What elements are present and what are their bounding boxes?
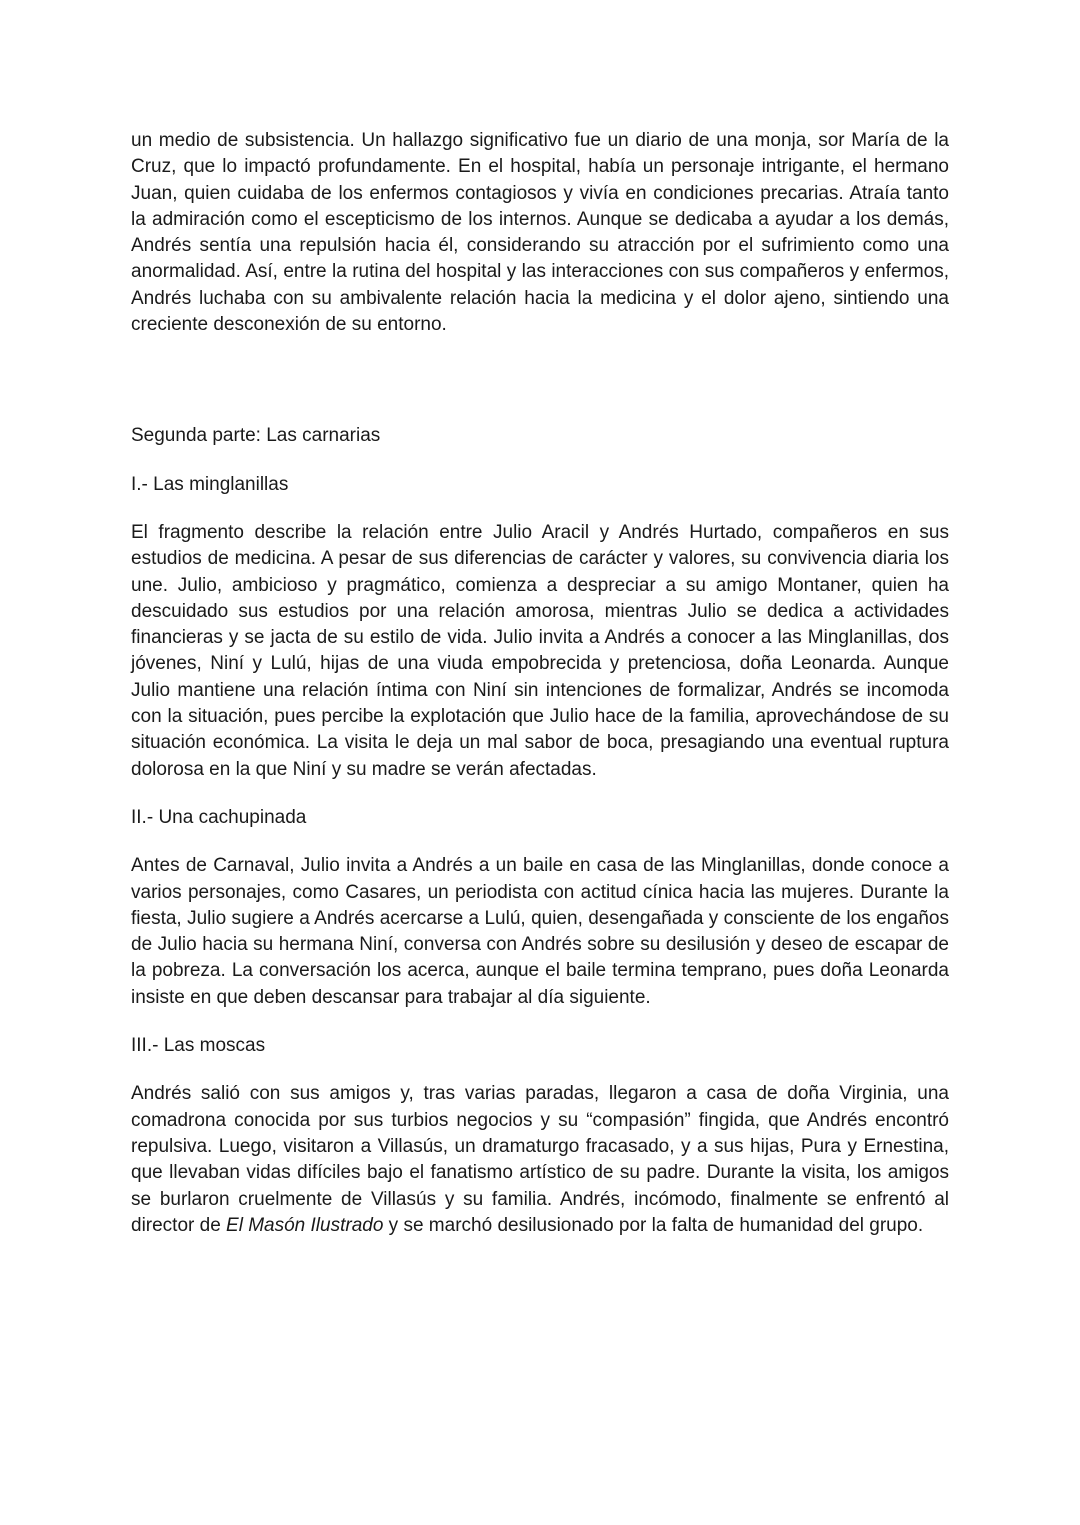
chapter-text-3 [131, 1081, 949, 1239]
intro-paragraph: un medio de subsistencia. Un hallazgo significativo fue un diario de una monja, sor María de la Cruz, que lo impactó profundamente. En el hospital, había un personaje intrigante, el hermano Juan, quien cuidaba de los enfermos contagiosos y vivía en condiciones precarias. Atraía tanto la admiración como el escepticismo de los internos. Aunque se dedicaba a ayudar a los demás, Andrés sentía una repulsión hacia él, considerando su atracción por el sufrimiento como una anormalidad. Así, entre la rutina del hospital y las interacciones con sus compañeros y enfermos, Andrés luchaba con su ambivalente relación hacia la medicina y el dolor ajeno, sintiendo una creciente desconexión de su entorno. [131, 130, 949, 336]
chapter-title-3: III.- Las moscas [131, 1035, 266, 1057]
chapter-text-1: El fragmento describe la relación entre Julio Aracil y Andrés Hurtado, compañeros en sus estudios de medicina. A pesar de sus diferencias de carácter y valores, su convivencia diaria los une. Julio, ambicioso y pragmático, comienza a despreciar a su amigo Montaner, quien ha descuidado sus estudios por una relación amorosa, mientras Julio se dedica a actividades financieras y se jacta de su estilo de vida. Julio invita a Andrés a conocer a las Minglanillas, dos jóvenes, Niní y Lulú, hijas de una viuda empobrecida y pretenciosa, doña Leonarda. Aunque Julio mantiene una relación íntima con Niní sin intenciones de formalizar, Andrés se incomoda con la situación, pues percibe la explotación que Julio hace de la familia, aprovechándose de su situación económica. La visita le deja un mal sabor de boca, presagiando una eventual ruptura dolorosa en la que Niní y su madre se verán afectadas. [131, 521, 949, 780]
spacer [131, 338, 949, 393]
chapter-title-2: II.- Una cachupinada [131, 806, 307, 828]
chapter-title-1: I.- Las minglanillas [131, 473, 289, 495]
document-page [131, 128, 949, 1239]
part-title: Segunda parte: Las carnarias [131, 425, 381, 447]
chapter-text-3-part-a: Andrés salió con sus amigos y, tras varias paradas, llegaron a casa de doña Virginia, una comadrona conocida por sus turbios negocios y su “compasión” fingida, que Andrés encontró repulsiva. Luego, visitaron a Villasús, un dramaturgo fracasado, y a sus hijas, Pura y Ernestina, que llevaban vidas difíciles bajo el fanatismo artístico de su padre. Durante la visita, los amigos se burlaron cruelmente de Villasús y su familia. Andrés, incómodo, finalmente se enfrentó al director de [131, 1083, 949, 1236]
italic-book-title: El Masón Ilustrado [226, 1214, 384, 1236]
chapter-text-3-part-b: y se marchó desilusionado por la falta de humanidad del grupo. [383, 1214, 924, 1236]
chapter-text-2: Antes de Carnaval, Julio invita a Andrés a un baile en casa de las Minglanillas, donde conoce a varios personajes, como Casares, un periodista con actitud cínica hacia las mujeres. Durante la fiesta, Julio sugiere a Andrés acercarse a Lulú, quien, desengañada y consciente de los engaños de Julio hacia su hermana Niní, conversa con Andrés sobre su desilusión y deseo de escapar de la pobreza. La conversación los acerca, aunque el baile termina temprano, pues doña Leonarda insiste en que deben descansar para trabajar al día siguiente. [131, 855, 949, 1008]
